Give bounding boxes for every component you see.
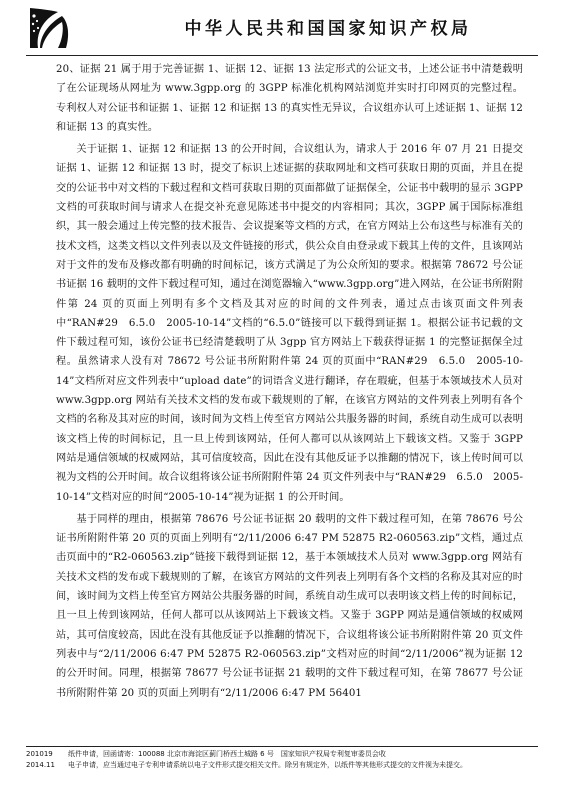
document-body xyxy=(56,60,523,706)
body-paragraph: 关于证据 1、证据 12 和证据 13 的公开时间，合议组认为，请求人于 2016 年 07 月 21 日提交证据 1、证据 12 和证据 13 时，提交了标识上述证据的获取网址和文档可获取日期的页面，并且在提交的公证书中对文档的下载过程和文档可获取日期的页面都做了证据保全，公证书中载明的显示 3GPP 文档的可获取时间与请求人在提交补充意见陈述书中提交的内容相同；其次，3GPP 属于国际标准组织，其一般会通过上传完整的技术报告、会议提案等文档的方式，在官方网站上公布这些与标准有关的技术文档，这类文档以文件列表以及文件链接的形式，供公众自由登录或下载其上传的文件，且该网站对于文件的发布及修改都有明确的时间标记，该方式满足了为公众所知的要求。根据第 78672 号公证书证据 16 载明的文件下载过程可知，通过在浏览器输入“www.3gpp.org”进入网站，在公证书所附附件第 24 页的页面上列明有多个文档及其对应的时间的文件列表，通过点击该页面文件列表中“RAN#29 6.5.0 2005-10-14”文档的“6.5.0”链接可以下载得到证据 1。根据公证书记载的文件下载过程可知，该份公证书已经清楚载明了从 3gpp 官方网站上下载获得证据 1 的完整证据保全过程。虽然请求人没有对 78672 号公证书所附附件第 24 页的页面中“RAN#29 6.5.0 2005-10-14”文档所对应文件列表中“upload date”的词语含义进行翻译，存在瑕疵，但基于本领域技术人员对 www.3gpp.org 网站有关技术文档的发布或下载规则的了解，在该官方网站的文件列表上列明有各个文档的名称及其对应的时间，该时间为文档上传至官方网站公共服务器的时间，系统自动生成可以表明该文档上传的时间标记，且一旦上传到该网站，任何人都可以从该网站上下载该文档。又鉴于 3GPP 网站是通信领域的权威网站，其可信度较高，因此在没有其他反证予以推翻的情况下，该上传时间可以视为文档的公开时间。故合议组将该公证书所附附件第 24 页文件列表中与“RAN#29 6.5.0 2005-10-14”文档对应的时间“2005-10-14”视为证据 1 的公开时间。 xyxy=(56,144,523,503)
form-date: 2014.11 xyxy=(26,760,55,769)
footer-row xyxy=(26,760,538,771)
footer-row xyxy=(26,749,538,760)
footer-label: 纸件申请，回函请寄： xyxy=(68,750,138,758)
body-paragraph: 基于同样的理由，根据第 78676 号公证书证据 20 载明的文件下载过程可知，在第 78676 号公证书所附附件第 20 页的页面上列明有“2/11/2006 6:47 PM 52875 R2-060563.zip”文档，通过点击页面中的“R2-060563.zip”链接下载得到证据 12，基于本领域技术人员对 www.3gpp.org 网站有关技术文档的发布或下载规则的了解，在该官方网站的文件列表上列明有各个文档的名称及其对应的时间，该时间为文档上传至官方网站公共服务器的时间，系统自动生成可以表明该文档上传的时间标记，且一旦上传到该网站，任何人都可以从该网站上下载该文档。又鉴于 3GPP 网站是通信领域的权威网站，其可信度较高，因此在没有其他反证予以推翻的情况下，合议组将该公证书所附附件第 20 页文件列表中与“2/11/2006 6:47 PM 52875 R2-060563.zip”文档对应的时间“2/11/2006”视为证据 12 的公开时间。同理，根据第 78677 号公证书证据 21 载明的文件下载过程可知，在第 78677 号公证书所附附件第 20 页的页面上列明有“2/11/2006 6:47 PM 56401 xyxy=(56,513,523,699)
footer-label: 电子申请， xyxy=(68,760,103,769)
footer-text: 应当通过电子专利申请系统以电子文件形式提交相关文件。除另有规定外，以纸件等其他形式提交的文件视为未提交。 xyxy=(103,760,467,769)
header-divider xyxy=(26,55,538,56)
page-footer xyxy=(26,749,538,770)
body-paragraph: 20、证据 21 属于用于完善证据 1、证据 12、证据 13 法定形式的公证文书，上述公证书中清楚载明了在公证现场从网址为 www.3gpp.org 的 3GPP 标准化机构网站浏览并实时打印网页的完整过程。专利权人对公证书和证据 1、证据 12 和证据 13 的真实性无异议，合议组亦认可上述证据 1、证据 12 和证据 13 的真实性。 xyxy=(56,64,523,133)
organization-name: 中华人民共和国国家知识产权局 xyxy=(184,19,472,39)
footer-divider xyxy=(26,746,538,747)
page-header xyxy=(0,0,565,58)
footer-text: 100088 北京市海淀区蓟门桥西土城路 6 号 国家知识产权局专利复审委员会收 xyxy=(138,750,386,758)
form-code: 201019 xyxy=(26,750,53,758)
cnipa-emblem-icon xyxy=(28,4,72,52)
